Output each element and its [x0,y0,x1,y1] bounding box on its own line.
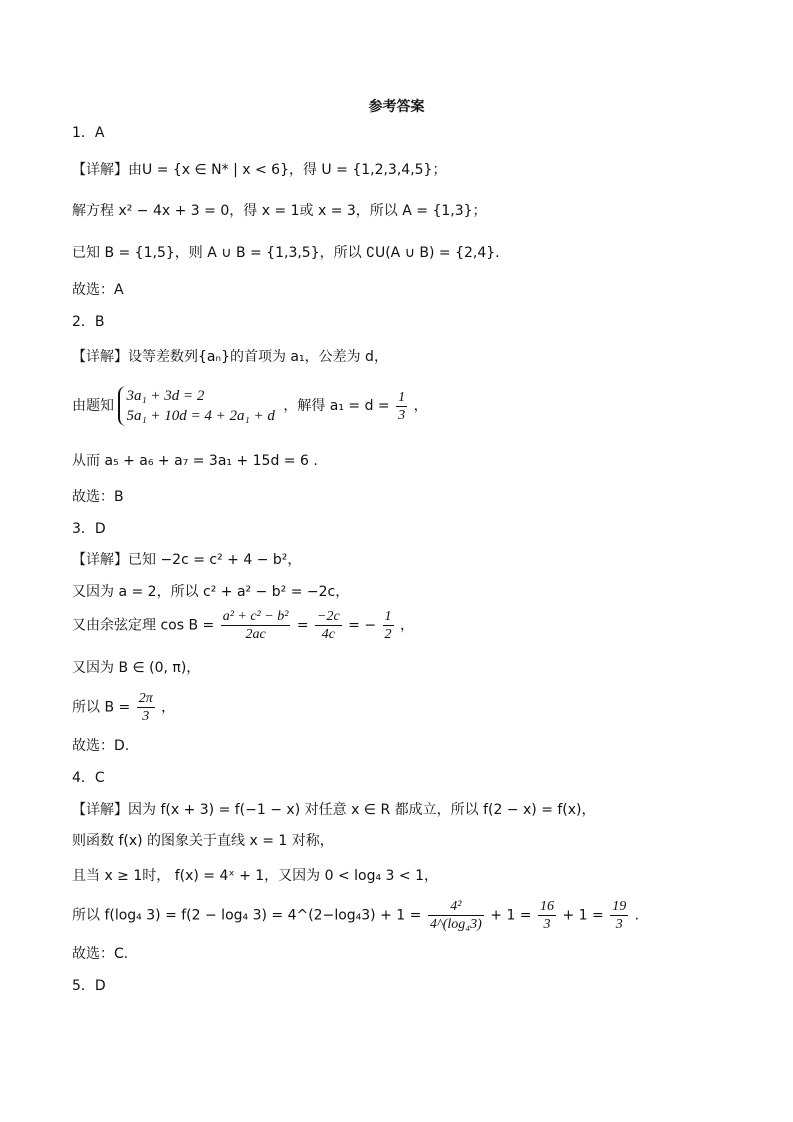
q3-fraction-1 [221,608,291,643]
q2-fraction-num: 1 [398,389,406,405]
q3-result-line [72,690,175,725]
q3-line-4: 又因为 B ∈ (0, π)， [72,660,201,676]
q3-result-num: 2π [138,691,153,706]
q4-fraction-2-den: 3 [543,917,551,932]
q4-fraction-1-num: 4² [428,898,484,916]
q4-fraction-2 [538,898,556,933]
q2-equation-system [118,386,274,426]
q4-line-3: 且当 x ≥ 1时， f(x) = 4ˣ + 1，又因为 0 < log₄ 3 < 1， [72,868,438,884]
q3-line-2: 又因为 a = 2，所以 c² + a² − b² = −2c， [72,584,350,600]
q3-result-fraction [137,690,155,725]
q3-fraction-3 [383,608,394,643]
q2-system-prefix: 由题知 [72,398,114,414]
q4-line-2: 则函数 f(x) 的图象关于直线 x = 1 对称， [72,833,334,849]
q2-fraction-den: 3 [398,407,406,423]
q2-solution-text: ，解得 a₁ = d = [283,398,390,414]
q1-line-1: 【详解】由U = {x ∈ N* | x < 6}，得 U = {1,2,3,4,5}； [72,162,447,178]
q3-fraction-2-num: −2c [317,609,340,624]
q3-result-comma: ， [161,699,176,716]
q1-conclusion: 故选：A [72,282,124,298]
q2-fraction [396,389,407,424]
q4-fraction-3 [610,898,628,933]
q4-fraction-1-den: 4^(log₄3) [429,917,482,932]
q4-result-line [72,898,639,933]
q1-line-2: 解方程 x² − 4x + 3 = 0，得 x = 1或 x = 3，所以 A = {1,3}； [72,203,487,219]
q2-equation-1: 3a₁ + 3d = 2 [126,388,205,404]
q4-period: . [634,907,640,924]
q2-comma: ， [413,398,428,414]
q4-number: 4．C [72,770,105,786]
q3-result-prefix: 所以 B = [72,699,131,716]
q2-line-1: 【详解】设等差数列{aₙ}的首项为 a₁，公差为 d， [72,349,388,365]
q3-cosine-line [72,608,414,643]
q3-fraction-1-den: 2ac [245,627,266,642]
q3-result-den: 3 [142,709,150,724]
q3-cosine-prefix: 又由余弦定理 cos B = [72,617,215,634]
q3-fraction-2-den: 4c [321,627,335,642]
q5-number: 5．D [72,978,106,994]
q3-fraction-1-num: a² + c² − b² [222,609,289,624]
q3-conclusion: 故选：D. [72,738,130,754]
q1-number: 1．A [72,125,105,141]
page-title: 参考答案 [368,99,425,115]
q3-fraction-2 [315,608,342,643]
q3-comma: ， [400,617,414,634]
q2-equation-2: 5a₁ + 10d = 4 + 2a₁ + d [126,408,275,424]
q4-fraction-3-den: 3 [615,917,623,932]
q3-line-1: 【详解】已知 −2c = c² + 4 − b²， [72,552,302,568]
q4-fraction-1 [428,898,484,933]
q3-fraction-3-den: 2 [384,627,392,642]
q2-number: 2．B [72,314,105,330]
q4-result-prefix: 所以 f(log₄ 3) = f(2 − log₄ 3) = 4^(2−log₄3) + 1 = [72,907,422,924]
q4-line-1: 【详解】因为 f(x + 3) = f(−1 − x) 对任意 x ∈ R 都成立，所以 f(2 − x) = f(x)， [72,802,596,818]
q2-system-line [72,386,428,426]
q4-fraction-2-num: 16 [540,899,554,914]
q2-line-3: 从而 a₅ + a₆ + a₇ = 3a₁ + 15d = 6 . [72,453,318,469]
q3-fraction-3-num: 1 [384,609,392,624]
q4-conclusion: 故选：C. [72,946,129,962]
q4-fraction-3-num: 19 [612,899,627,914]
q3-number: 3．D [72,521,106,537]
q3-equals-1: = [296,617,309,634]
q4-plus-1: + 1 = [490,907,532,924]
q3-equals-2: = − [348,617,377,634]
q1-line-3: 已知 B = {1,5}，则 A ∪ B = {1,3,5}，所以 ∁U(A ∪ B) = {2,4}. [72,245,500,261]
q2-conclusion: 故选：B [72,489,124,505]
q4-plus-2: + 1 = [562,907,604,924]
